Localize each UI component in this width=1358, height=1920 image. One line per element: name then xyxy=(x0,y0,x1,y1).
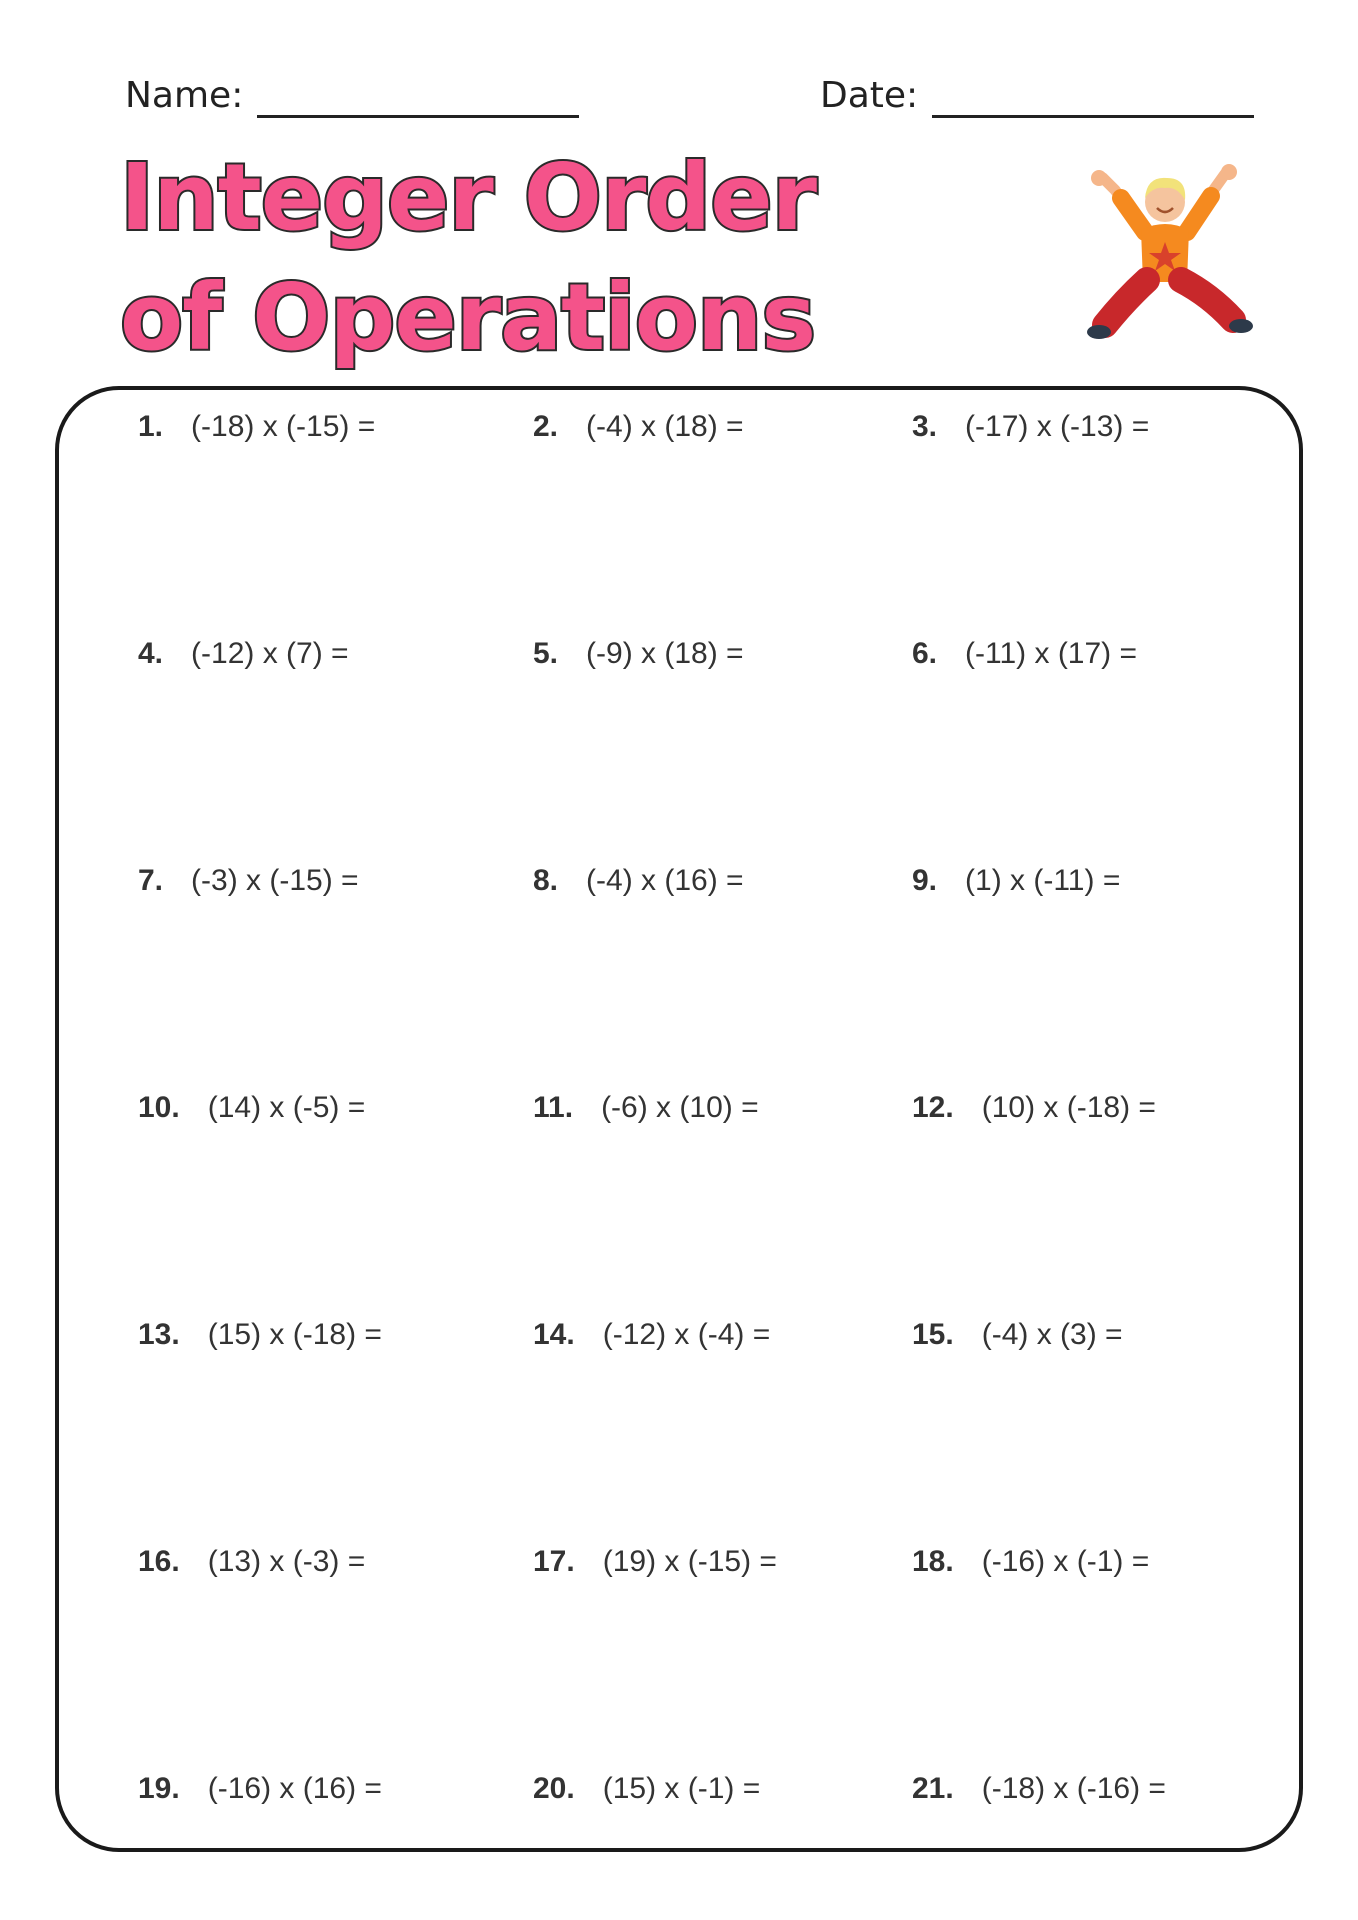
problem-number: 9. xyxy=(912,864,938,897)
problem-expression: (-17) x (-13) = xyxy=(965,410,1150,443)
problem-item xyxy=(138,1545,365,1579)
problem-item xyxy=(533,1091,759,1125)
problem-expression: (19) x (-15) = xyxy=(602,1545,777,1578)
problem-number: 6. xyxy=(912,637,938,670)
problem-item xyxy=(533,1545,777,1579)
problem-expression: (-12) x (-4) = xyxy=(602,1318,771,1351)
problem-item xyxy=(912,1772,1166,1806)
title-line-1: Integer Order xyxy=(120,144,816,251)
problem-number: 14. xyxy=(533,1318,575,1351)
problem-item xyxy=(533,637,744,671)
problem-expression: (-3) x (-15) = xyxy=(191,864,359,897)
name-label: Name: xyxy=(125,75,244,116)
problem-expression: (-18) x (-15) = xyxy=(191,410,376,443)
problem-item xyxy=(138,1318,382,1352)
problem-number: 5. xyxy=(533,637,559,670)
problem-number: 21. xyxy=(912,1772,954,1805)
problem-item xyxy=(533,1772,760,1806)
problem-expression: (14) x (-5) = xyxy=(207,1091,366,1124)
problem-item xyxy=(138,1772,382,1806)
problem-expression: (-4) x (3) = xyxy=(981,1318,1123,1351)
problem-expression: (15) x (-18) = xyxy=(207,1318,382,1351)
problem-item xyxy=(912,864,1120,898)
name-field xyxy=(125,74,579,118)
problem-number: 7. xyxy=(138,864,164,897)
problem-expression: (-6) x (10) = xyxy=(601,1091,759,1124)
problem-number: 4. xyxy=(138,637,164,670)
problem-number: 19. xyxy=(138,1772,180,1805)
date-field xyxy=(820,74,1254,118)
problem-expression: (-11) x (17) = xyxy=(965,637,1138,670)
problem-number: 1. xyxy=(138,410,164,443)
problem-expression: (-16) x (16) = xyxy=(207,1772,382,1805)
worksheet-title xyxy=(120,138,816,378)
problem-item xyxy=(533,864,744,898)
problem-number: 18. xyxy=(912,1545,954,1578)
problem-number: 20. xyxy=(533,1772,575,1805)
problem-item xyxy=(533,410,744,444)
problem-number: 15. xyxy=(912,1318,954,1351)
problem-number: 3. xyxy=(912,410,938,443)
problem-number: 8. xyxy=(533,864,559,897)
problem-item xyxy=(138,410,375,444)
problem-expression: (10) x (-18) = xyxy=(981,1091,1156,1124)
problem-item xyxy=(912,1545,1149,1579)
problem-number: 11. xyxy=(533,1091,574,1124)
problem-number: 2. xyxy=(533,410,559,443)
problem-number: 12. xyxy=(912,1091,954,1124)
problem-number: 13. xyxy=(138,1318,180,1351)
date-label: Date: xyxy=(820,75,919,116)
problem-item xyxy=(912,1091,1156,1125)
problem-expression: (15) x (-1) = xyxy=(602,1772,761,1805)
problem-number: 16. xyxy=(138,1545,180,1578)
problem-number: 10. xyxy=(138,1091,180,1124)
problem-item xyxy=(912,1318,1123,1352)
problem-item xyxy=(912,637,1137,671)
jumping-child-icon xyxy=(1085,160,1253,350)
problem-item xyxy=(533,1318,770,1352)
problem-expression: (-18) x (-16) = xyxy=(981,1772,1166,1805)
problem-expression: (-9) x (18) = xyxy=(586,637,744,670)
problem-item xyxy=(138,1091,365,1125)
name-blank-line[interactable] xyxy=(257,75,579,118)
problem-number: 17. xyxy=(533,1545,575,1578)
problem-expression: (-16) x (-1) = xyxy=(981,1545,1150,1578)
problem-expression: (-12) x (7) = xyxy=(191,637,349,670)
date-blank-line[interactable] xyxy=(932,75,1254,118)
title-line-2: of Operations xyxy=(120,264,816,371)
problem-expression: (-4) x (18) = xyxy=(586,410,744,443)
problem-expression: (13) x (-3) = xyxy=(207,1545,366,1578)
problem-item xyxy=(138,637,349,671)
problem-expression: (1) x (-11) = xyxy=(965,864,1121,897)
problem-expression: (-4) x (16) = xyxy=(586,864,744,897)
problem-item xyxy=(912,410,1149,444)
problem-item xyxy=(138,864,359,898)
